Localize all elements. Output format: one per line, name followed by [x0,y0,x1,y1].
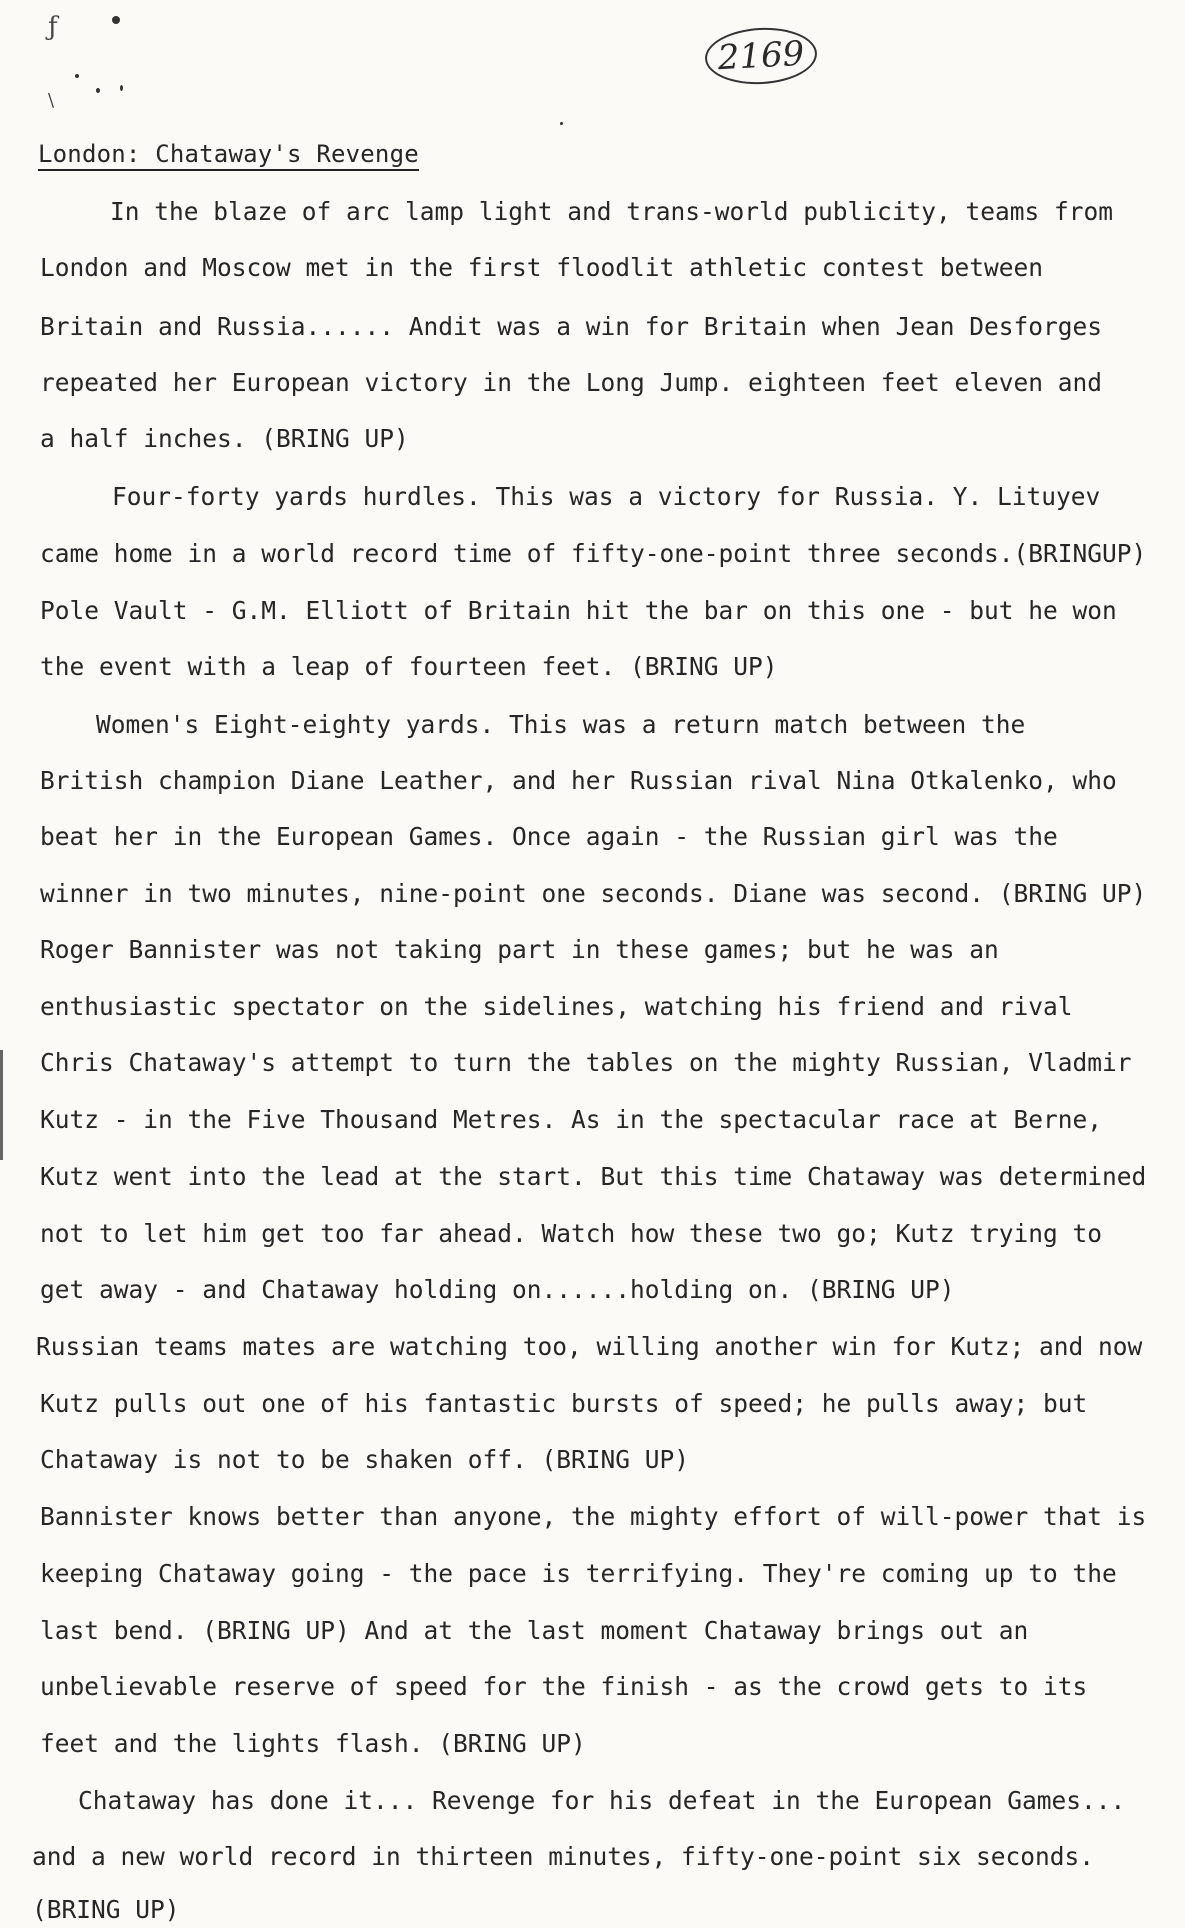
text-line: Women's Eight-eighty yards. This was a return match between the [96,710,1026,739]
text-line: the event with a leap of fourteen feet. (BRING UP) [40,652,778,681]
text-line: and a new world record in thirteen minutes, fifty-one-point six seconds. [32,1842,1095,1871]
text-line: came home in a world record time of fifty-one-point three seconds.(BRINGUP) [40,539,1147,568]
text-line: British champion Diane Leather, and her Russian rival Nina Otkalenko, who [40,766,1117,795]
text-line: Roger Bannister was not taking part in these games; but he was an [40,935,999,964]
text-line: beat her in the European Games. Once again - the Russian girl was the [40,822,1058,851]
ink-speck [560,122,563,125]
text-line: get away - and Chataway holding on......holding on. (BRING UP) [40,1275,955,1304]
text-line: Chataway has done it... Revenge for his defeat in the European Games... [78,1786,1126,1815]
page-number-stamp [704,25,819,87]
text-line: a half inches. (BRING UP) [40,424,409,453]
pencil-mark: \ [48,90,55,111]
text-line: Chataway is not to be shaken off. (BRING UP) [40,1445,690,1474]
text-line: Kutz went into the lead at the start. But this time Chataway was determined [40,1162,1147,1191]
text-line: enthusiastic spectator on the sidelines, watching his friend and rival [40,992,1073,1021]
text-line: Pole Vault - G.M. Elliott of Britain hit the bar on this one - but he won [40,596,1117,625]
text-line: London and Moscow met in the first floodlit athletic contest between [40,253,1044,282]
text-line: Britain and Russia...... Andit was a win for Britain when Jean Desforges [40,312,1103,341]
text-line: Four-forty yards hurdles. This was a victory for Russia. Y. Lituyev [112,482,1101,511]
ink-speck [75,74,79,78]
text-line: last bend. (BRING UP) And at the last moment Chataway brings out an [40,1616,1029,1645]
text-line: Kutz pulls out one of his fantastic bursts of speed; he pulls away; but [40,1389,1088,1418]
text-line: Kutz - in the Five Thousand Metres. As in the spectacular race at Berne, [40,1105,1103,1134]
ink-speck [96,88,100,93]
ink-speck [112,16,120,24]
text-line: feet and the lights flash. (BRING UP) [40,1729,586,1758]
text-line: not to let him get too far ahead. Watch how these two go; Kutz trying to [40,1219,1103,1248]
text-line: unbelievable reserve of speed for the finish - as the crowd gets to its [40,1672,1088,1701]
text-line: Bannister knows better than anyone, the mighty effort of will-power that is [40,1502,1147,1531]
text-line: Chris Chataway's attempt to turn the tables on the mighty Russian, Vladmir [40,1048,1132,1077]
text-line: repeated her European victory in the Long Jump. eighteen feet eleven and [40,368,1103,397]
pencil-mark: ƒ [48,12,58,42]
ink-speck [120,85,123,91]
text-line: winner in two minutes, nine-point one seconds. Diane was second. (BRING UP) [40,879,1147,908]
margin-mark [0,1050,11,1160]
text-line: (BRING UP) [32,1895,180,1924]
page-number: 2169 [716,33,806,79]
text-line: In the blaze of arc lamp light and trans-world publicity, teams from [110,197,1114,226]
document-heading: London: Chataway's Revenge [38,140,419,171]
text-line: keeping Chataway going - the pace is terrifying. They're coming up to the [40,1559,1117,1588]
text-line: Russian teams mates are watching too, willing another win for Kutz; and now [36,1332,1143,1361]
